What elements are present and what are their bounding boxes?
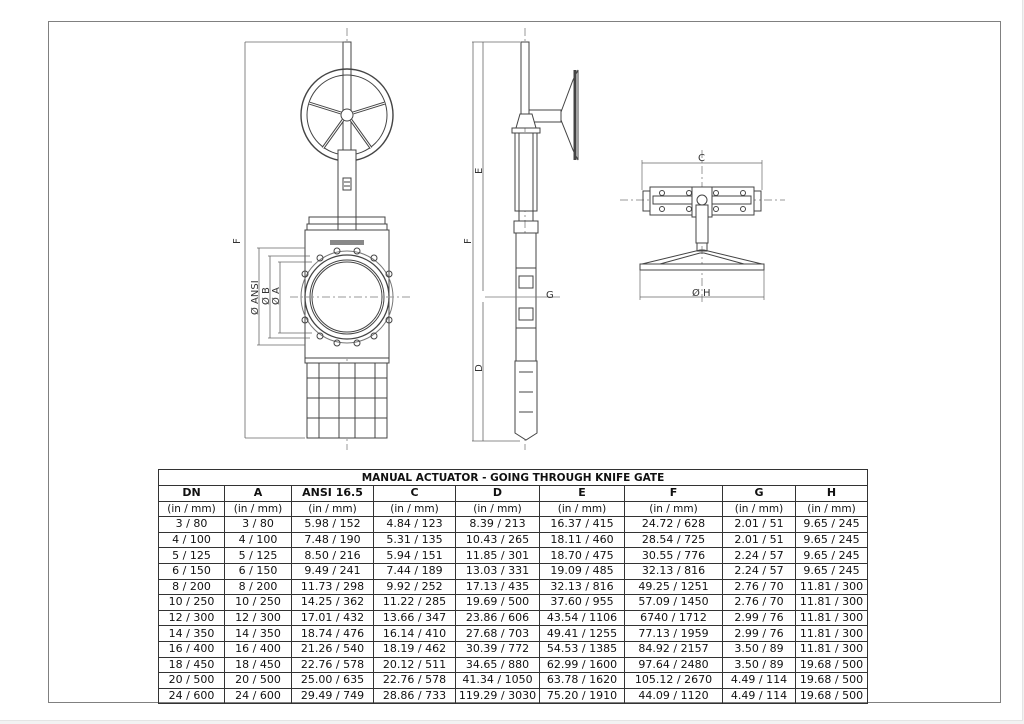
front-view bbox=[245, 28, 410, 450]
cell-a: 5 / 125 bbox=[225, 548, 292, 564]
cell-f: 44.09 / 1120 bbox=[625, 688, 723, 704]
cell-e: 75.20 / 1910 bbox=[540, 688, 625, 704]
cell-h: 19.68 / 500 bbox=[796, 657, 868, 673]
cell-e: 54.53 / 1385 bbox=[540, 641, 625, 657]
column-unit-dn: (in / mm) bbox=[159, 501, 225, 517]
cell-a: 14 / 350 bbox=[225, 626, 292, 642]
cell-g: 2.76 / 70 bbox=[723, 595, 796, 611]
cell-a: 18 / 450 bbox=[225, 657, 292, 673]
cell-a: 8 / 200 bbox=[225, 579, 292, 595]
cell-e: 49.41 / 1255 bbox=[540, 626, 625, 642]
cell-d: 27.68 / 703 bbox=[456, 626, 540, 642]
cell-h: 11.81 / 300 bbox=[796, 626, 868, 642]
cell-e: 16.37 / 415 bbox=[540, 517, 625, 533]
cell-e: 62.99 / 1600 bbox=[540, 657, 625, 673]
column-header-e: E bbox=[540, 486, 625, 502]
cell-ansi: 9.49 / 241 bbox=[292, 563, 374, 579]
cell-g: 2.01 / 51 bbox=[723, 532, 796, 548]
cell-e: 63.78 / 1620 bbox=[540, 673, 625, 689]
cell-f: 57.09 / 1450 bbox=[625, 595, 723, 611]
column-unit-f: (in / mm) bbox=[625, 501, 723, 517]
cell-f: 105.12 / 2670 bbox=[625, 673, 723, 689]
cell-c: 5.31 / 135 bbox=[374, 532, 456, 548]
cell-ansi: 7.48 / 190 bbox=[292, 532, 374, 548]
column-unit-g: (in / mm) bbox=[723, 501, 796, 517]
cell-h: 11.81 / 300 bbox=[796, 610, 868, 626]
table-row bbox=[159, 595, 868, 611]
cell-c: 22.76 / 578 bbox=[374, 673, 456, 689]
cell-d: 23.86 / 606 bbox=[456, 610, 540, 626]
top-view bbox=[620, 150, 785, 305]
table-row bbox=[159, 532, 868, 548]
cell-e: 18.70 / 475 bbox=[540, 548, 625, 564]
dim-label-c: C bbox=[698, 153, 705, 164]
cell-h: 11.81 / 300 bbox=[796, 595, 868, 611]
cell-dn: 14 / 350 bbox=[159, 626, 225, 642]
table-row bbox=[159, 579, 868, 595]
cell-g: 4.49 / 114 bbox=[723, 688, 796, 704]
cell-f: 28.54 / 725 bbox=[625, 532, 723, 548]
cell-a: 20 / 500 bbox=[225, 673, 292, 689]
cell-c: 16.14 / 410 bbox=[374, 626, 456, 642]
table-row bbox=[159, 688, 868, 704]
column-header-a: A bbox=[225, 486, 292, 502]
cell-dn: 12 / 300 bbox=[159, 610, 225, 626]
cell-c: 28.86 / 733 bbox=[374, 688, 456, 704]
cell-g: 3.50 / 89 bbox=[723, 657, 796, 673]
dim-label-ansi: Ø ANSI bbox=[250, 280, 261, 315]
column-unit-e: (in / mm) bbox=[540, 501, 625, 517]
table-row bbox=[159, 673, 868, 689]
cell-h: 19.68 / 500 bbox=[796, 673, 868, 689]
column-header-ansi: ANSI 16.5 bbox=[292, 486, 374, 502]
cell-c: 9.92 / 252 bbox=[374, 579, 456, 595]
cell-dn: 18 / 450 bbox=[159, 657, 225, 673]
cell-h: 9.65 / 245 bbox=[796, 548, 868, 564]
cell-dn: 4 / 100 bbox=[159, 532, 225, 548]
cell-ansi: 5.98 / 152 bbox=[292, 517, 374, 533]
cell-f: 97.64 / 2480 bbox=[625, 657, 723, 673]
table-row bbox=[159, 626, 868, 642]
cell-ansi: 17.01 / 432 bbox=[292, 610, 374, 626]
table-body bbox=[159, 517, 868, 704]
cell-e: 32.13 / 816 bbox=[540, 579, 625, 595]
cell-h: 9.65 / 245 bbox=[796, 563, 868, 579]
dimensions-table-container bbox=[158, 469, 868, 704]
cell-f: 84.92 / 2157 bbox=[625, 641, 723, 657]
cell-d: 13.03 / 331 bbox=[456, 563, 540, 579]
column-unit-c: (in / mm) bbox=[374, 501, 456, 517]
cell-dn: 5 / 125 bbox=[159, 548, 225, 564]
dim-label-g: G bbox=[546, 290, 554, 301]
cell-d: 41.34 / 1050 bbox=[456, 673, 540, 689]
header-row bbox=[159, 486, 868, 502]
column-unit-d: (in / mm) bbox=[456, 501, 540, 517]
table-row bbox=[159, 517, 868, 533]
column-header-d: D bbox=[456, 486, 540, 502]
cell-c: 13.66 / 347 bbox=[374, 610, 456, 626]
cell-g: 2.99 / 76 bbox=[723, 626, 796, 642]
cell-d: 10.43 / 265 bbox=[456, 532, 540, 548]
table-row bbox=[159, 657, 868, 673]
cell-a: 3 / 80 bbox=[225, 517, 292, 533]
cell-dn: 16 / 400 bbox=[159, 641, 225, 657]
dim-label-b: Ø B bbox=[261, 287, 272, 305]
cell-g: 4.49 / 114 bbox=[723, 673, 796, 689]
cell-e: 19.09 / 485 bbox=[540, 563, 625, 579]
cell-e: 18.11 / 460 bbox=[540, 532, 625, 548]
cell-ansi: 11.73 / 298 bbox=[292, 579, 374, 595]
dim-label-a: Ø A bbox=[271, 287, 282, 305]
cell-f: 32.13 / 816 bbox=[625, 563, 723, 579]
cell-c: 11.22 / 285 bbox=[374, 595, 456, 611]
cell-e: 43.54 / 1106 bbox=[540, 610, 625, 626]
cell-a: 4 / 100 bbox=[225, 532, 292, 548]
cell-dn: 20 / 500 bbox=[159, 673, 225, 689]
table-row bbox=[159, 610, 868, 626]
column-header-g: G bbox=[723, 486, 796, 502]
cell-f: 30.55 / 776 bbox=[625, 548, 723, 564]
cell-e: 37.60 / 955 bbox=[540, 595, 625, 611]
dim-label-f-front: F bbox=[232, 238, 243, 244]
cell-dn: 3 / 80 bbox=[159, 517, 225, 533]
cell-f: 24.72 / 628 bbox=[625, 517, 723, 533]
dim-label-d: D bbox=[474, 364, 485, 372]
cell-c: 5.94 / 151 bbox=[374, 548, 456, 564]
table-row bbox=[159, 548, 868, 564]
cell-h: 19.68 / 500 bbox=[796, 688, 868, 704]
dim-label-e: E bbox=[474, 167, 485, 174]
dim-label-h: Ø H bbox=[692, 288, 711, 299]
table-row bbox=[159, 641, 868, 657]
cell-dn: 8 / 200 bbox=[159, 579, 225, 595]
cell-ansi: 21.26 / 540 bbox=[292, 641, 374, 657]
cell-g: 2.76 / 70 bbox=[723, 579, 796, 595]
cell-d: 119.29 / 3030 bbox=[456, 688, 540, 704]
table-row bbox=[159, 563, 868, 579]
cell-a: 10 / 250 bbox=[225, 595, 292, 611]
cell-ansi: 14.25 / 362 bbox=[292, 595, 374, 611]
cell-h: 11.81 / 300 bbox=[796, 641, 868, 657]
cell-ansi: 8.50 / 216 bbox=[292, 548, 374, 564]
cell-d: 19.69 / 500 bbox=[456, 595, 540, 611]
cell-dn: 10 / 250 bbox=[159, 595, 225, 611]
cell-ansi: 18.74 / 476 bbox=[292, 626, 374, 642]
cell-ansi: 29.49 / 749 bbox=[292, 688, 374, 704]
column-unit-a: (in / mm) bbox=[225, 501, 292, 517]
cell-h: 9.65 / 245 bbox=[796, 532, 868, 548]
cell-h: 9.65 / 245 bbox=[796, 517, 868, 533]
cell-d: 17.13 / 435 bbox=[456, 579, 540, 595]
cell-d: 30.39 / 772 bbox=[456, 641, 540, 657]
cell-d: 8.39 / 213 bbox=[456, 517, 540, 533]
cell-a: 24 / 600 bbox=[225, 688, 292, 704]
cell-d: 11.85 / 301 bbox=[456, 548, 540, 564]
column-unit-h: (in / mm) bbox=[796, 501, 868, 517]
unit-row bbox=[159, 501, 868, 517]
dimensions-table bbox=[158, 469, 868, 704]
cell-a: 12 / 300 bbox=[225, 610, 292, 626]
dim-label-f-side: F bbox=[463, 238, 474, 244]
cell-f: 6740 / 1712 bbox=[625, 610, 723, 626]
cell-g: 3.50 / 89 bbox=[723, 641, 796, 657]
column-header-h: H bbox=[796, 486, 868, 502]
column-header-dn: DN bbox=[159, 486, 225, 502]
cell-c: 18.19 / 462 bbox=[374, 641, 456, 657]
cell-dn: 6 / 150 bbox=[159, 563, 225, 579]
cell-c: 7.44 / 189 bbox=[374, 563, 456, 579]
cell-h: 11.81 / 300 bbox=[796, 579, 868, 595]
cell-g: 2.24 / 57 bbox=[723, 563, 796, 579]
cell-dn: 24 / 600 bbox=[159, 688, 225, 704]
cell-ansi: 22.76 / 578 bbox=[292, 657, 374, 673]
cell-c: 20.12 / 511 bbox=[374, 657, 456, 673]
cell-f: 77.13 / 1959 bbox=[625, 626, 723, 642]
cell-ansi: 25.00 / 635 bbox=[292, 673, 374, 689]
cell-g: 2.99 / 76 bbox=[723, 610, 796, 626]
cell-g: 2.01 / 51 bbox=[723, 517, 796, 533]
cell-d: 34.65 / 880 bbox=[456, 657, 540, 673]
column-unit-ansi: (in / mm) bbox=[292, 501, 374, 517]
cell-c: 4.84 / 123 bbox=[374, 517, 456, 533]
column-header-c: C bbox=[374, 486, 456, 502]
cell-f: 49.25 / 1251 bbox=[625, 579, 723, 595]
cell-g: 2.24 / 57 bbox=[723, 548, 796, 564]
table-title: MANUAL ACTUATOR - GOING THROUGH KNIFE GATE bbox=[159, 470, 868, 486]
side-view bbox=[472, 28, 578, 450]
column-header-f: F bbox=[625, 486, 723, 502]
cell-a: 6 / 150 bbox=[225, 563, 292, 579]
cell-a: 16 / 400 bbox=[225, 641, 292, 657]
